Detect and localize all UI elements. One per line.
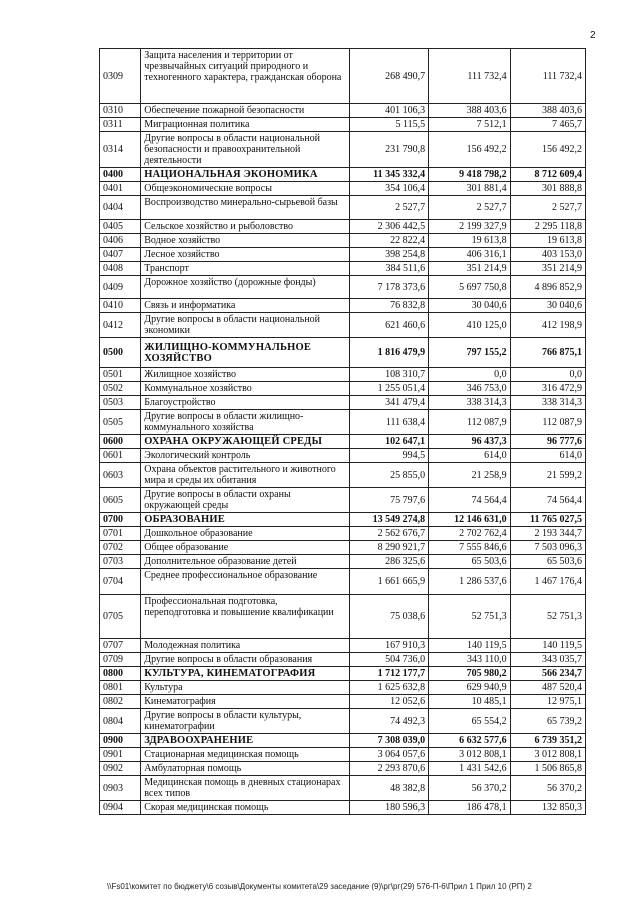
- row-name: Водное хозяйство: [141, 234, 349, 248]
- row-value-1: 167 910,3: [349, 639, 428, 653]
- row-value-3: 156 492,2: [510, 132, 585, 168]
- row-code: 0802: [100, 695, 141, 709]
- row-value-2: 19 613,8: [429, 234, 511, 248]
- table-row: [100, 776, 586, 801]
- row-value-1: 354 106,4: [349, 182, 428, 196]
- table-row: [100, 132, 586, 168]
- table-row: [100, 748, 586, 762]
- table-row: [100, 541, 586, 555]
- row-value-1: 994,5: [349, 449, 428, 463]
- row-value-3: 566 234,7: [510, 667, 585, 681]
- row-value-1: 1 816 479,9: [349, 338, 428, 368]
- row-value-2: 9 418 798,2: [429, 168, 511, 182]
- row-name: Дополнительное образование детей: [141, 555, 349, 569]
- table-row: [100, 196, 586, 220]
- row-name: Экологический контроль: [141, 449, 349, 463]
- table-row: [100, 118, 586, 132]
- row-value-2: 346 753,0: [429, 382, 511, 396]
- row-value-3: 132 850,3: [510, 801, 585, 815]
- row-value-3: 65 503,6: [510, 555, 585, 569]
- row-code: 0901: [100, 748, 141, 762]
- table-row: [100, 262, 586, 276]
- row-value-3: 74 564,4: [510, 488, 585, 513]
- row-value-2: 338 314,3: [429, 396, 511, 410]
- section-row: [100, 513, 586, 527]
- table-row: [100, 49, 586, 104]
- row-value-1: 3 064 057,6: [349, 748, 428, 762]
- row-value-3: 1 506 865,8: [510, 762, 585, 776]
- row-value-2: 96 437,3: [429, 435, 511, 449]
- row-value-2: 186 478,1: [429, 801, 511, 815]
- row-code: 0804: [100, 709, 141, 734]
- table-row: [100, 234, 586, 248]
- row-value-3: 766 875,1: [510, 338, 585, 368]
- row-value-1: 268 490,7: [349, 49, 428, 104]
- row-value-3: 19 613,8: [510, 234, 585, 248]
- table-row: [100, 555, 586, 569]
- row-code: 0404: [100, 196, 141, 220]
- row-value-2: 797 155,2: [429, 338, 511, 368]
- row-value-3: 7 465,7: [510, 118, 585, 132]
- row-value-2: 21 258,9: [429, 463, 511, 488]
- row-value-3: 316 472,9: [510, 382, 585, 396]
- row-code: 0903: [100, 776, 141, 801]
- row-value-2: 2 702 762,4: [429, 527, 511, 541]
- table-row: [100, 276, 586, 299]
- row-value-3: 21 599,2: [510, 463, 585, 488]
- table-row: [100, 463, 586, 488]
- row-name: Другие вопросы в области образования: [141, 653, 349, 667]
- row-code: 0702: [100, 541, 141, 555]
- row-code: 0310: [100, 104, 141, 118]
- row-value-3: 351 214,9: [510, 262, 585, 276]
- row-value-1: 76 832,8: [349, 299, 428, 313]
- table-row: [100, 653, 586, 667]
- footer-file-path: \\Fs01\комитет по бюджету\6 созыв\Документы комитета\29 заседание (9)\рг\рг(29) 576-П-6\Прил 1 Прил 10 (РП) 2: [107, 882, 532, 891]
- row-name: Кинематография: [141, 695, 349, 709]
- row-name: Сельское хозяйство и рыболовство: [141, 220, 349, 234]
- table-row: [100, 248, 586, 262]
- row-name: ОХРАНА ОКРУЖАЮЩЕЙ СРЕДЫ: [141, 435, 349, 449]
- row-name: Молодежная политика: [141, 639, 349, 653]
- row-code: 0505: [100, 410, 141, 435]
- page-number: 2: [590, 30, 596, 41]
- row-value-3: 0,0: [510, 368, 585, 382]
- row-value-2: 343 110,0: [429, 653, 511, 667]
- row-value-3: 2 527,7: [510, 196, 585, 220]
- row-value-2: 7 512,1: [429, 118, 511, 132]
- table-row: [100, 382, 586, 396]
- row-value-3: 7 503 096,3: [510, 541, 585, 555]
- row-code: 0707: [100, 639, 141, 653]
- row-code: 0902: [100, 762, 141, 776]
- table-row: [100, 410, 586, 435]
- table-row: [100, 220, 586, 234]
- row-value-3: 12 975,1: [510, 695, 585, 709]
- row-code: 0709: [100, 653, 141, 667]
- row-code: 0705: [100, 595, 141, 639]
- row-name: Другие вопросы в области национальной безопасности и правоохранительной деятельности: [141, 132, 349, 168]
- row-value-3: 338 314,3: [510, 396, 585, 410]
- row-name: НАЦИОНАЛЬНАЯ ЭКОНОМИКА: [141, 168, 349, 182]
- row-value-1: 231 790,8: [349, 132, 428, 168]
- row-name: Общеэкономические вопросы: [141, 182, 349, 196]
- row-name: Миграционная политика: [141, 118, 349, 132]
- row-value-3: 96 777,6: [510, 435, 585, 449]
- row-code: 0900: [100, 734, 141, 748]
- row-code: 0600: [100, 435, 141, 449]
- row-code: 0700: [100, 513, 141, 527]
- row-value-1: 7 178 373,6: [349, 276, 428, 299]
- row-value-3: 388 403,6: [510, 104, 585, 118]
- row-name: Другие вопросы в области жилищно-коммунального хозяйства: [141, 410, 349, 435]
- row-name: Благоустройство: [141, 396, 349, 410]
- row-code: 0502: [100, 382, 141, 396]
- row-value-3: 301 888,8: [510, 182, 585, 196]
- row-name: Воспроизводство минерально-сырьевой базы: [141, 196, 349, 220]
- row-value-3: 8 712 609,4: [510, 168, 585, 182]
- row-value-1: 2 527,7: [349, 196, 428, 220]
- row-code: 0409: [100, 276, 141, 299]
- budget-table-body: [100, 49, 586, 815]
- row-code: 0406: [100, 234, 141, 248]
- row-value-2: 614,0: [429, 449, 511, 463]
- row-value-3: 52 751,3: [510, 595, 585, 639]
- row-value-2: 56 370,2: [429, 776, 511, 801]
- row-name: ОБРАЗОВАНИЕ: [141, 513, 349, 527]
- row-code: 0405: [100, 220, 141, 234]
- row-code: 0801: [100, 681, 141, 695]
- row-value-1: 13 549 274,8: [349, 513, 428, 527]
- row-code: 0500: [100, 338, 141, 368]
- row-code: 0408: [100, 262, 141, 276]
- row-value-2: 12 146 631,0: [429, 513, 511, 527]
- section-row: [100, 734, 586, 748]
- row-value-2: 406 316,1: [429, 248, 511, 262]
- table-row: [100, 396, 586, 410]
- row-name: Другие вопросы в области культуры, кинематографии: [141, 709, 349, 734]
- row-value-1: 108 310,7: [349, 368, 428, 382]
- row-code: 0501: [100, 368, 141, 382]
- row-value-1: 401 106,3: [349, 104, 428, 118]
- row-value-2: 1 286 537,6: [429, 569, 511, 595]
- row-code: 0904: [100, 801, 141, 815]
- table-row: [100, 488, 586, 513]
- row-value-3: 65 739,2: [510, 709, 585, 734]
- row-code: 0800: [100, 667, 141, 681]
- row-name: Коммунальное хозяйство: [141, 382, 349, 396]
- row-value-2: 629 940,9: [429, 681, 511, 695]
- section-row: [100, 435, 586, 449]
- row-value-2: 65 503,6: [429, 555, 511, 569]
- table-row: [100, 681, 586, 695]
- row-name: ЗДРАВООХРАНЕНИЕ: [141, 734, 349, 748]
- row-code: 0701: [100, 527, 141, 541]
- row-code: 0703: [100, 555, 141, 569]
- row-value-1: 1 712 177,7: [349, 667, 428, 681]
- row-value-1: 180 596,3: [349, 801, 428, 815]
- row-name: Охрана объектов растительного и животного мира и среды их обитания: [141, 463, 349, 488]
- row-value-2: 2 199 327,9: [429, 220, 511, 234]
- row-name: Медицинская помощь в дневных стационарах всех типов: [141, 776, 349, 801]
- table-row: [100, 569, 586, 595]
- row-code: 0601: [100, 449, 141, 463]
- row-value-3: 56 370,2: [510, 776, 585, 801]
- row-name: Дорожное хозяйство (дорожные фонды): [141, 276, 349, 299]
- table-row: [100, 762, 586, 776]
- row-value-1: 111 638,4: [349, 410, 428, 435]
- row-value-3: 487 520,4: [510, 681, 585, 695]
- row-name: Дошкольное образование: [141, 527, 349, 541]
- row-value-3: 343 035,7: [510, 653, 585, 667]
- row-value-2: 3 012 808,1: [429, 748, 511, 762]
- row-value-1: 384 511,6: [349, 262, 428, 276]
- row-value-1: 11 345 332,4: [349, 168, 428, 182]
- row-value-2: 301 881,4: [429, 182, 511, 196]
- row-code: 0503: [100, 396, 141, 410]
- row-value-3: 3 012 808,1: [510, 748, 585, 762]
- row-value-1: 621 460,6: [349, 313, 428, 338]
- row-value-2: 65 554,2: [429, 709, 511, 734]
- row-code: 0401: [100, 182, 141, 196]
- section-row: [100, 667, 586, 681]
- row-name: Жилищное хозяйство: [141, 368, 349, 382]
- row-value-2: 74 564,4: [429, 488, 511, 513]
- table-row: [100, 639, 586, 653]
- table-row: [100, 299, 586, 313]
- row-value-2: 410 125,0: [429, 313, 511, 338]
- row-value-2: 30 040,6: [429, 299, 511, 313]
- table-row: [100, 527, 586, 541]
- row-name: Скорая медицинская помощь: [141, 801, 349, 815]
- row-value-1: 1 255 051,4: [349, 382, 428, 396]
- row-value-1: 2 306 442,5: [349, 220, 428, 234]
- row-value-1: 1 625 632,8: [349, 681, 428, 695]
- row-code: 0400: [100, 168, 141, 182]
- row-value-3: 6 739 351,2: [510, 734, 585, 748]
- row-value-3: 4 896 852,9: [510, 276, 585, 299]
- row-value-1: 2 562 676,7: [349, 527, 428, 541]
- row-value-3: 1 467 176,4: [510, 569, 585, 595]
- row-name: Профессиональная подготовка, переподготовка и повышение квалификации: [141, 595, 349, 639]
- row-name: Связь и информатика: [141, 299, 349, 313]
- row-name: Культура: [141, 681, 349, 695]
- row-value-1: 75 797,6: [349, 488, 428, 513]
- row-value-2: 112 087,9: [429, 410, 511, 435]
- row-name: Защита населения и территории от чрезвычайных ситуаций природного и техногенного характера, гражданская оборона: [141, 49, 349, 104]
- row-value-2: 7 555 846,6: [429, 541, 511, 555]
- row-value-1: 8 290 921,7: [349, 541, 428, 555]
- table-row: [100, 182, 586, 196]
- row-value-3: 2 295 118,8: [510, 220, 585, 234]
- row-code: 0314: [100, 132, 141, 168]
- row-value-3: 30 040,6: [510, 299, 585, 313]
- row-name: Другие вопросы в области национальной экономики: [141, 313, 349, 338]
- row-code: 0603: [100, 463, 141, 488]
- row-value-3: 111 732,4: [510, 49, 585, 104]
- row-value-3: 2 193 344,7: [510, 527, 585, 541]
- budget-table: [99, 48, 586, 815]
- row-value-1: 75 038,6: [349, 595, 428, 639]
- row-name: Общее образование: [141, 541, 349, 555]
- row-name: Амбулаторная помощь: [141, 762, 349, 776]
- row-value-2: 111 732,4: [429, 49, 511, 104]
- row-value-2: 705 980,2: [429, 667, 511, 681]
- row-value-2: 140 119,5: [429, 639, 511, 653]
- row-code: 0605: [100, 488, 141, 513]
- row-value-1: 5 115,5: [349, 118, 428, 132]
- table-row: [100, 104, 586, 118]
- table-row: [100, 368, 586, 382]
- row-name: ЖИЛИЩНО-КОММУНАЛЬНОЕ ХОЗЯЙСТВО: [141, 338, 349, 368]
- section-row: [100, 168, 586, 182]
- row-value-2: 388 403,6: [429, 104, 511, 118]
- row-value-2: 351 214,9: [429, 262, 511, 276]
- row-value-1: 102 647,1: [349, 435, 428, 449]
- row-value-2: 0,0: [429, 368, 511, 382]
- row-value-1: 398 254,8: [349, 248, 428, 262]
- section-row: [100, 338, 586, 368]
- row-code: 0311: [100, 118, 141, 132]
- row-code: 0412: [100, 313, 141, 338]
- row-value-2: 1 431 542,6: [429, 762, 511, 776]
- row-code: 0704: [100, 569, 141, 595]
- table-row: [100, 709, 586, 734]
- row-value-1: 286 325,6: [349, 555, 428, 569]
- row-value-3: 412 198,9: [510, 313, 585, 338]
- row-value-2: 2 527,7: [429, 196, 511, 220]
- row-value-1: 74 492,3: [349, 709, 428, 734]
- table-row: [100, 695, 586, 709]
- row-value-1: 1 661 665,9: [349, 569, 428, 595]
- row-code: 0309: [100, 49, 141, 104]
- row-name: Лесное хозяйство: [141, 248, 349, 262]
- row-value-1: 341 479,4: [349, 396, 428, 410]
- table-row: [100, 313, 586, 338]
- row-value-1: 504 736,0: [349, 653, 428, 667]
- row-name: КУЛЬТУРА, КИНЕМАТОГРАФИЯ: [141, 667, 349, 681]
- row-value-1: 12 052,6: [349, 695, 428, 709]
- row-value-3: 112 087,9: [510, 410, 585, 435]
- row-value-1: 22 822,4: [349, 234, 428, 248]
- row-name: Среднее профессиональное образование: [141, 569, 349, 595]
- row-value-2: 156 492,2: [429, 132, 511, 168]
- row-value-2: 6 632 577,6: [429, 734, 511, 748]
- row-value-1: 2 293 870,6: [349, 762, 428, 776]
- row-name: Стационарная медицинская помощь: [141, 748, 349, 762]
- table-row: [100, 801, 586, 815]
- row-value-1: 25 855,0: [349, 463, 428, 488]
- row-value-3: 403 153,0: [510, 248, 585, 262]
- row-value-2: 52 751,3: [429, 595, 511, 639]
- row-value-2: 5 697 750,8: [429, 276, 511, 299]
- row-value-3: 140 119,5: [510, 639, 585, 653]
- row-value-3: 11 765 027,5: [510, 513, 585, 527]
- row-value-1: 48 382,8: [349, 776, 428, 801]
- row-name: Обеспечение пожарной безопасности: [141, 104, 349, 118]
- row-value-2: 10 485,1: [429, 695, 511, 709]
- row-value-1: 7 308 039,0: [349, 734, 428, 748]
- row-name: Другие вопросы в области охраны окружающей среды: [141, 488, 349, 513]
- row-name: Транспорт: [141, 262, 349, 276]
- row-code: 0410: [100, 299, 141, 313]
- row-code: 0407: [100, 248, 141, 262]
- row-value-3: 614,0: [510, 449, 585, 463]
- table-row: [100, 449, 586, 463]
- table-row: [100, 595, 586, 639]
